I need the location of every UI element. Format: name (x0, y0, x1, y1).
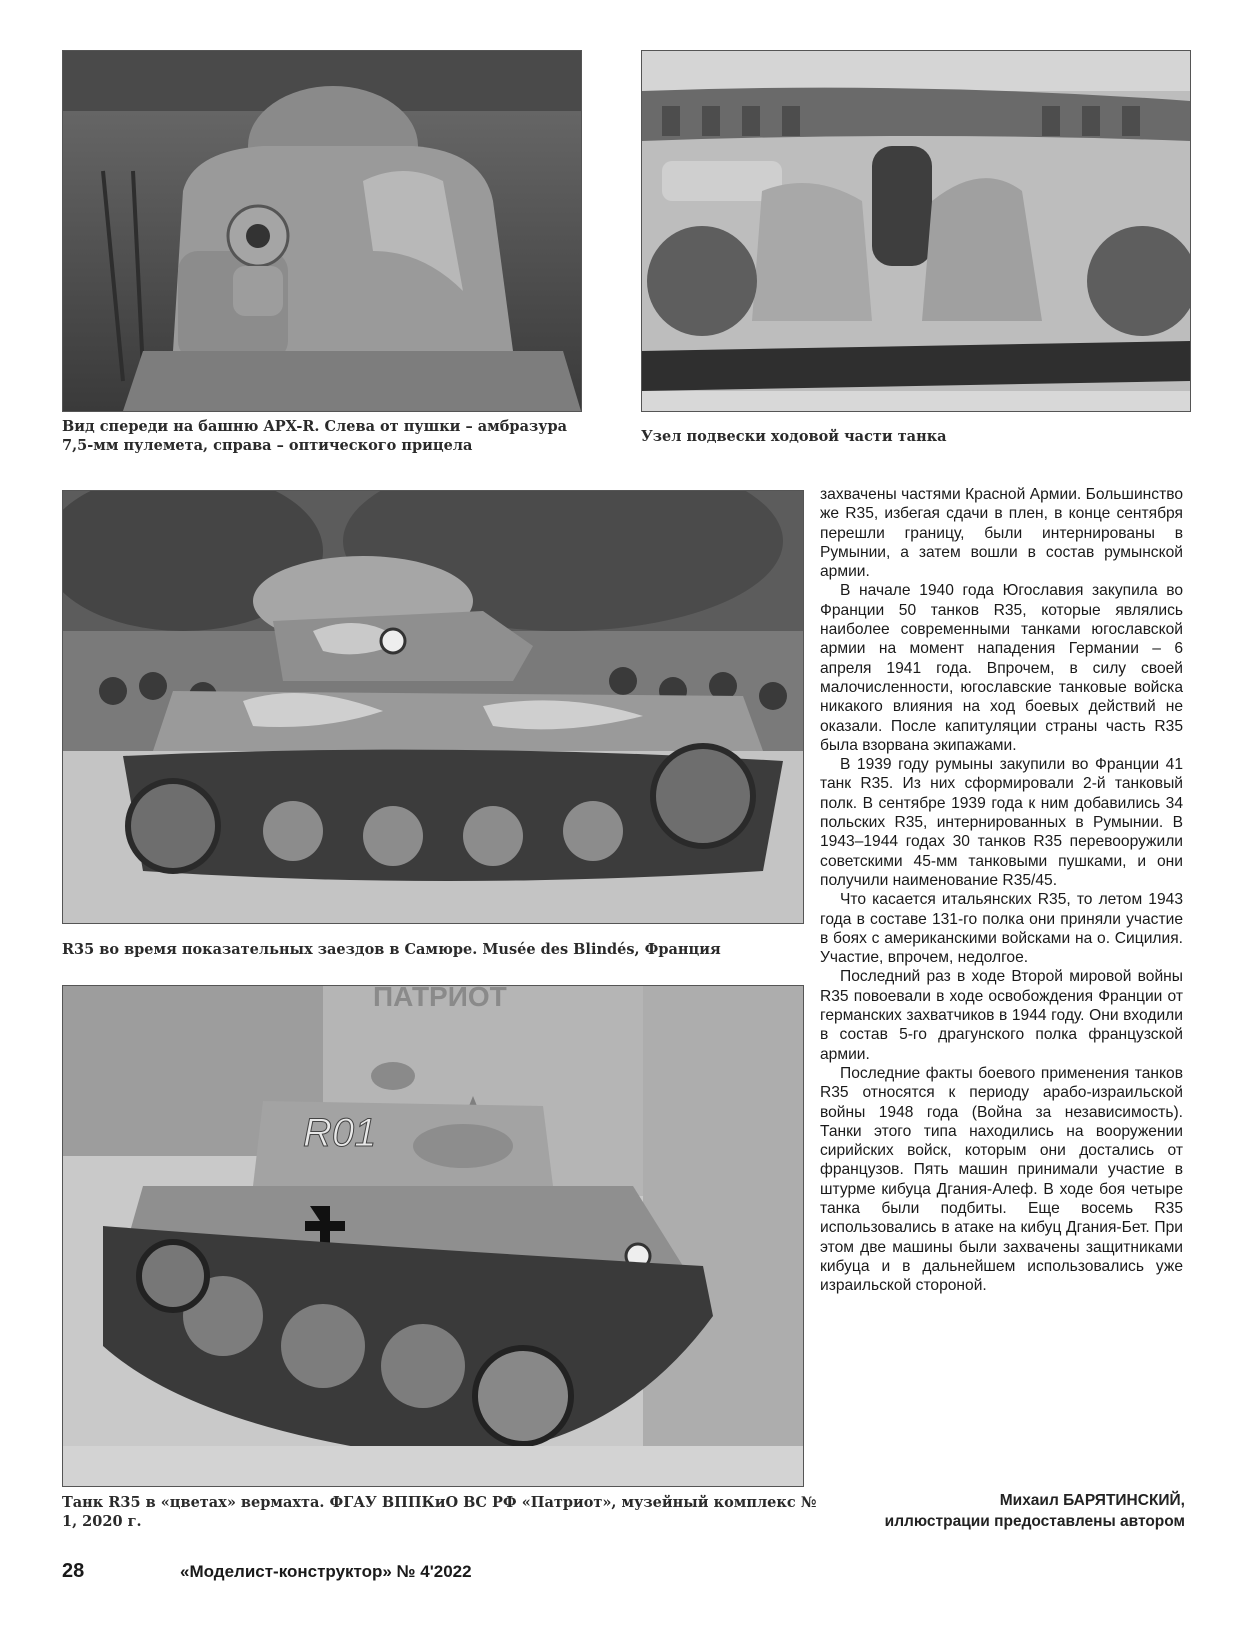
article-paragraph: Последние факты боевого применения танков R35 относятся к периоду арабо-израильской войны 1948 года (Война за независимость). Танки этого типа находились на вооружении сирийских войск, которым они достались от французов. Пять машин принимали участие в штурме кибуца Дгания-Алеф. В ходе боя четыре танка были подбиты. Еще восемь R35 использовались в атаке на кибуц Дгания-Бет. При этом две машины были захвачены защитниками кибуца и в дальнейшем использовались уже израильской стороной. (820, 1064, 1183, 1295)
saumur-caption: R35 во время показательных заездов в Самюре. Musée des Blindés, Франция (62, 941, 721, 958)
article-paragraph: В начале 1940 года Югославия закупила во Франции 50 танков R35, которые являлись наиболее современными танками югославской армии на момент нападения Германии – 6 апреля 1941 года. Впрочем, в силу своей малочисленности, югославские танковые войска никакого влияния на ход боевых действий не оказали. После капитуляции страны часть R35 была взорвана экипажами. (820, 582, 1183, 754)
article-body (820, 485, 1183, 1295)
article-paragraph: захвачены частями Красной Армии. Большинство же R35, избегая сдачи в плен, в конце сентября перешли границу, были интернированы в Румынии, а затем вошли в состав румынской армии. (820, 486, 1183, 581)
saumur-photo (62, 490, 804, 924)
suspension-caption: Узел подвески ходовой части танка (641, 428, 947, 445)
magazine-title: «Моделист-конструктор» № 4'2022 (180, 1562, 472, 1581)
suspension-photo (641, 50, 1191, 412)
hull-marking: R01 (303, 1111, 377, 1155)
patriot-photo (62, 985, 804, 1487)
patriot-banner-text: ПАТРИОТ (373, 986, 507, 1012)
patriot-caption: Танк R35 в «цветах» вермахта. ФГАУ ВППКиО ВС РФ «Патриот», музейный комплекс № 1, 2020 г. (62, 1494, 817, 1530)
article-paragraph: Последний раз в ходе Второй мировой войны R35 повоевали в ходе освобождения Франции от германских захватчиков в 1944 году. Они входили в состав 5-го драгунского полка французской армии. (820, 968, 1183, 1063)
article-paragraph: В 1939 году румыны закупили во Франции 41 танк R35. Из них сформировали 2-й танковый полк. В сентябре 1939 года к ним добавились 34 польских R35, интернированных в Румынии. В 1943–1944 годах 30 танков R35 перевооружили советскими 45-мм танковыми пушками, и они получили наименование R35/45. (820, 756, 1183, 889)
article-paragraph: Что касается итальянских R35, то летом 1943 года в составе 131-го полка они приняли участие в боях с американскими войсками на о. Сицилия. Участие, впрочем, недолгое. (820, 891, 1183, 967)
author-signature (885, 1490, 1185, 1532)
turret-caption: Вид спереди на башню APX-R. Слева от пушки – амбразура 7,5-мм пулемета, справа – оптического прицела (62, 418, 568, 454)
page-number: 28 (62, 1560, 85, 1582)
turret-photo (62, 50, 582, 412)
author-name: Михаил БАРЯТИНСКИЙ, (999, 1492, 1185, 1509)
illustration-credit: иллюстрации предоставлены автором (884, 1513, 1185, 1530)
